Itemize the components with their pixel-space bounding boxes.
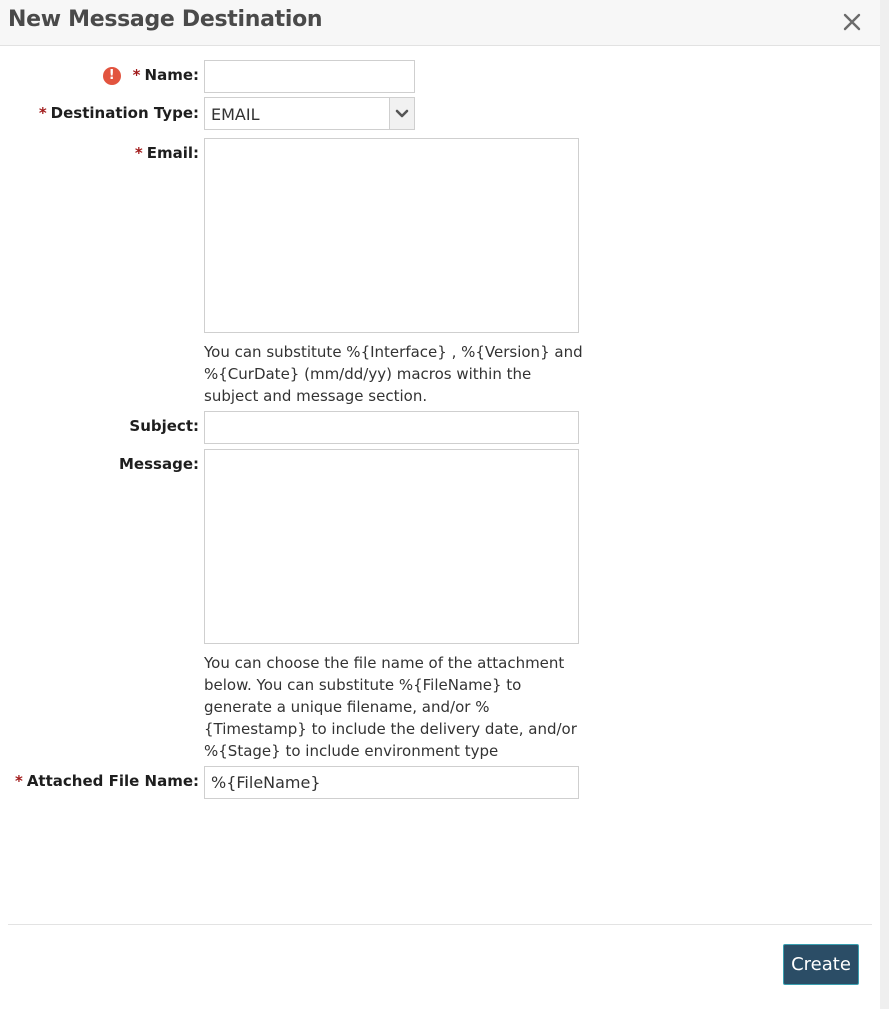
footer-divider <box>8 924 872 925</box>
destination-type-select[interactable] <box>204 97 415 130</box>
required-marker: * <box>132 66 141 84</box>
destination-type-value: EMAIL <box>211 105 260 124</box>
destination-type-row <box>0 97 880 130</box>
name-row <box>0 60 880 93</box>
email-row <box>0 138 880 333</box>
dialog-header <box>0 0 880 46</box>
subject-row <box>0 411 880 444</box>
subject-label: Subject: <box>129 417 199 435</box>
required-marker: * <box>134 144 143 162</box>
destination-type-label: * Destination Type: <box>38 104 199 122</box>
attached-file-name-label: * Attached File Name: <box>14 772 199 790</box>
required-marker: * <box>14 772 23 790</box>
message-textarea[interactable] <box>204 449 579 644</box>
dialog-title: New Message Destination <box>8 7 323 32</box>
name-input[interactable] <box>204 60 415 93</box>
message-label: Message: <box>119 455 199 473</box>
macro-help-text: You can substitute %{Interface} , %{Version} and %{CurDate} (mm/dd/yy) macros within the subject and message section. <box>204 343 583 405</box>
email-label: * Email: <box>134 144 199 162</box>
email-textarea[interactable] <box>204 138 579 333</box>
required-marker: * <box>38 104 47 122</box>
chevron-down-icon <box>390 98 414 129</box>
close-icon[interactable] <box>840 10 864 34</box>
message-row <box>0 449 880 644</box>
attachment-help-text: You can choose the file name of the attachment below. You can substitute %{FileName} to generate a unique filename, and/or %{Timestamp} to include the delivery date, and/or %{Stage} to include environment type <box>204 654 577 760</box>
create-button[interactable]: Create <box>783 944 859 985</box>
subject-input[interactable] <box>204 411 579 444</box>
attached-file-name-input[interactable] <box>204 766 579 799</box>
name-label: ! * Name: <box>103 66 199 85</box>
attached-file-name-row <box>0 766 880 799</box>
alert-icon: ! <box>103 67 121 85</box>
dropdown-button[interactable] <box>389 98 414 129</box>
